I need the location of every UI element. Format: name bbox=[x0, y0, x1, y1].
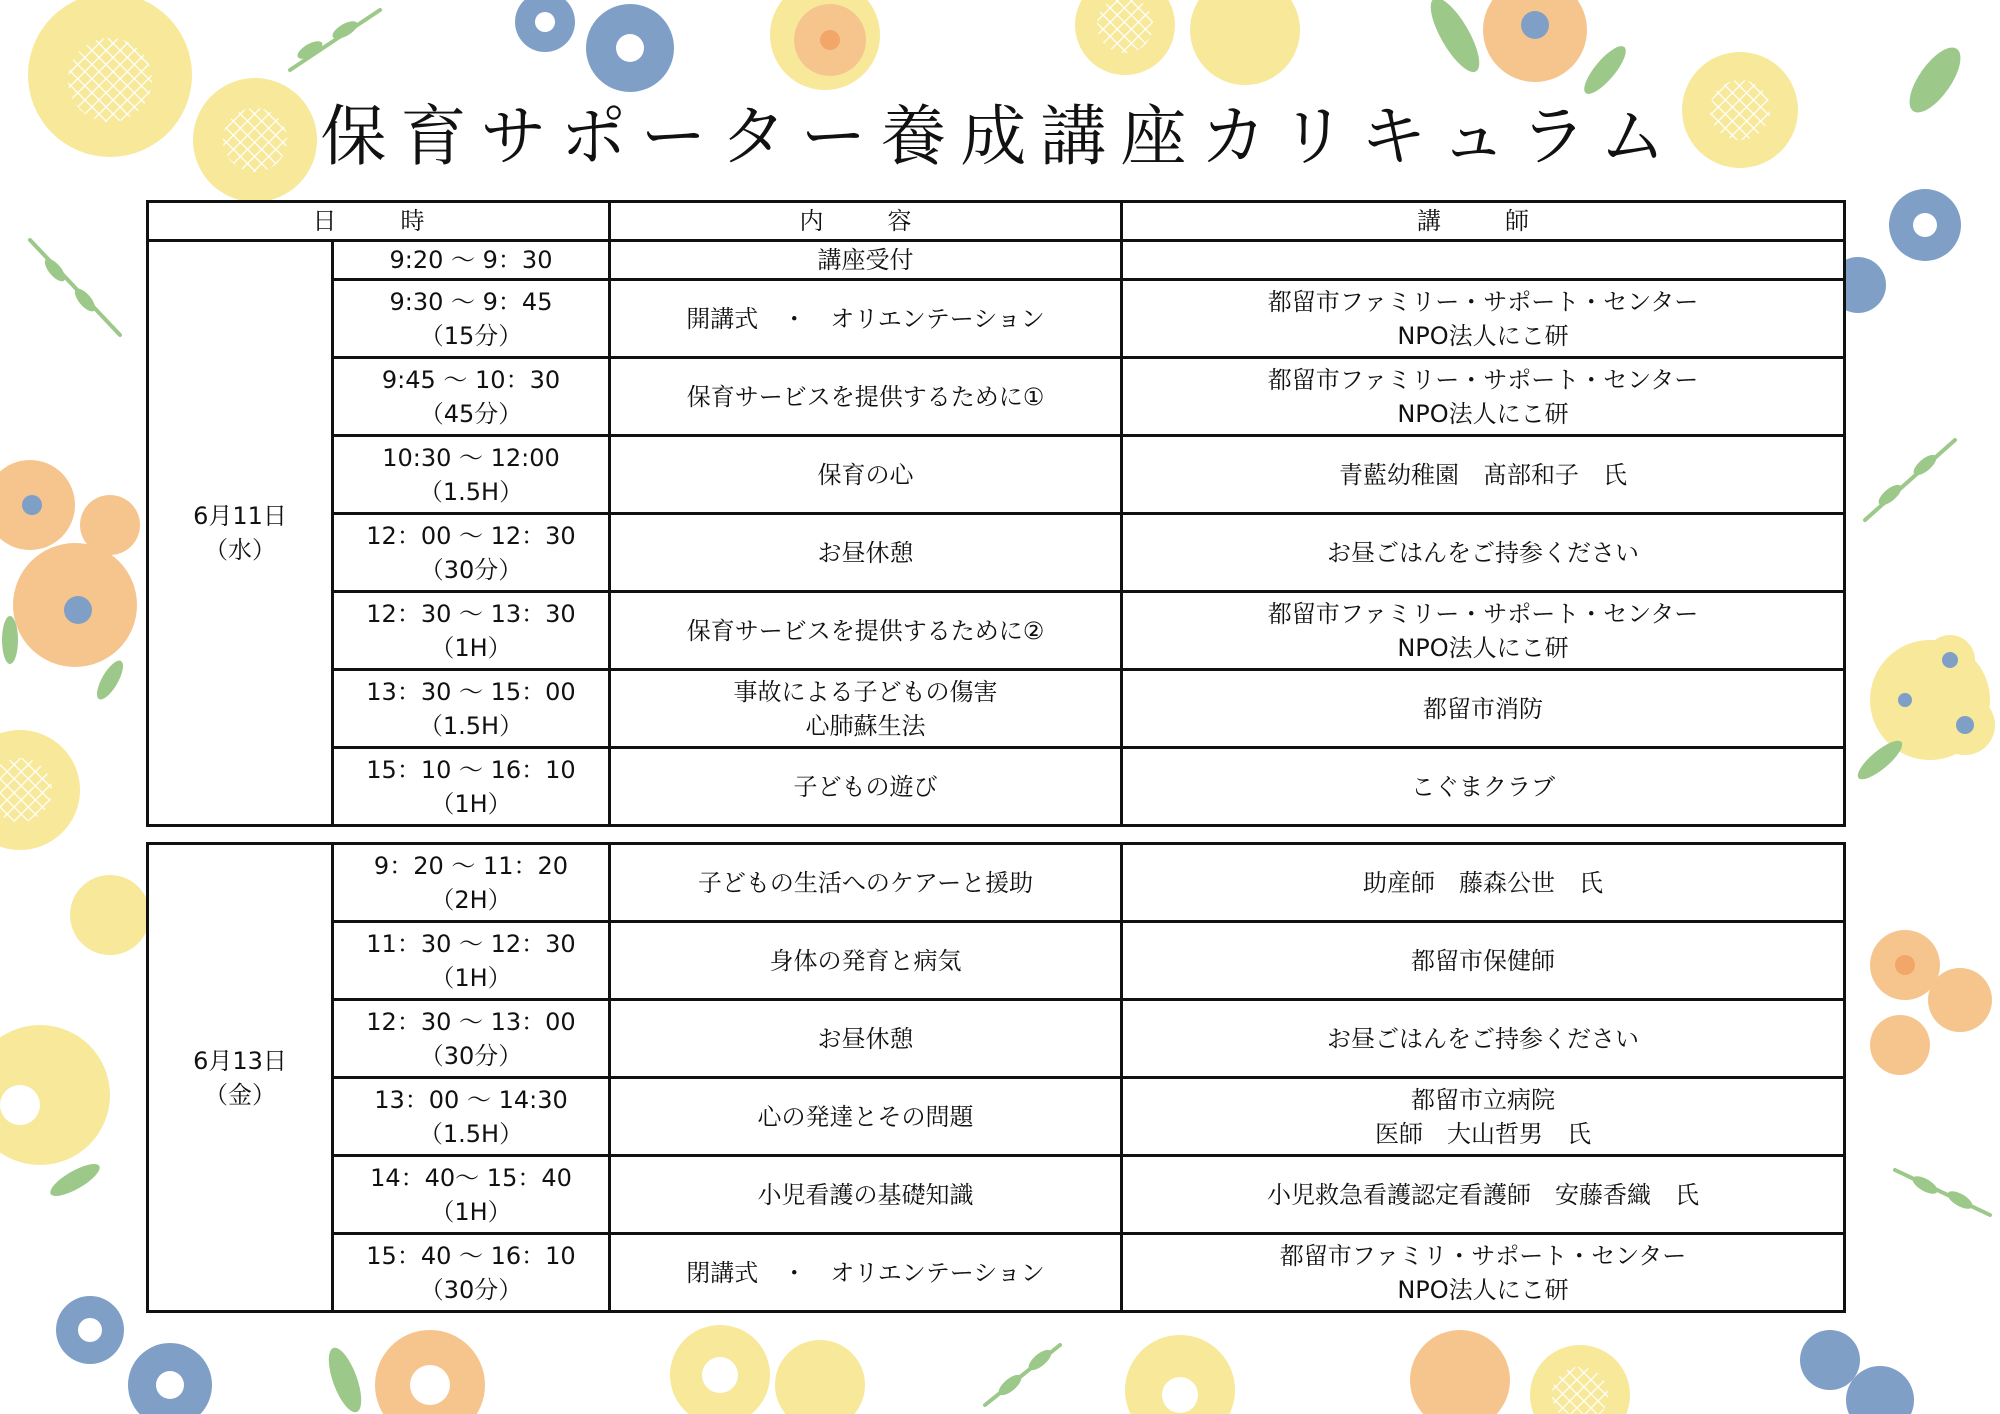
instructor-text: お昼ごはんをご持参ください bbox=[1327, 1024, 1639, 1053]
day-label: 6月11日 bbox=[193, 502, 287, 530]
schedule-row bbox=[148, 748, 1845, 826]
time-text: 12：30 ～ 13：00 bbox=[366, 1007, 576, 1036]
content-cell bbox=[610, 1156, 1122, 1234]
time-cell bbox=[333, 1078, 610, 1156]
time-text: 15：10 ～ 16：10 bbox=[366, 755, 576, 784]
content-cell bbox=[610, 922, 1122, 1000]
content-cell bbox=[610, 844, 1122, 922]
time-cell bbox=[333, 592, 610, 670]
instructor-text: 青藍幼稚園 髙部和子 氏 bbox=[1339, 460, 1627, 489]
content-text: 子どもの遊び bbox=[793, 772, 938, 801]
content-text: お昼休憩 bbox=[817, 538, 914, 567]
instructor-text: 小児救急看護認定看護師 安藤香織 氏 bbox=[1267, 1180, 1699, 1209]
schedule-row bbox=[148, 1234, 1845, 1312]
time-cell bbox=[333, 358, 610, 436]
schedule-row bbox=[148, 514, 1845, 592]
instructor-cell bbox=[1122, 844, 1845, 922]
content-cell bbox=[610, 1078, 1122, 1156]
content-cell bbox=[610, 241, 1122, 280]
content-cell bbox=[610, 280, 1122, 358]
time-text: 12：30 ～ 13：30 bbox=[366, 599, 576, 628]
time-text: （1H） bbox=[430, 789, 512, 818]
time-text: （30分） bbox=[419, 555, 523, 584]
content-text: 保育サービスを提供するために① bbox=[686, 382, 1045, 411]
instructor-text: 医師 大山哲男 氏 bbox=[1375, 1119, 1591, 1148]
header-row bbox=[148, 202, 1845, 241]
content-text: 講座受付 bbox=[817, 246, 914, 274]
schedule-row bbox=[148, 1000, 1845, 1078]
content-text: 心の発達とその問題 bbox=[757, 1102, 974, 1131]
instructor-cell bbox=[1122, 241, 1845, 280]
time-text: （1.5H） bbox=[418, 477, 524, 506]
time-text: （1H） bbox=[430, 633, 512, 662]
header-content: 内 容 bbox=[610, 202, 1122, 241]
instructor-text: お昼ごはんをご持参ください bbox=[1327, 538, 1639, 567]
time-text: （30分） bbox=[419, 1041, 523, 1070]
day-label: （金） bbox=[204, 1080, 276, 1109]
instructor-text: NPO法人にこ研 bbox=[1397, 633, 1569, 662]
time-text: 15：40 ～ 16：10 bbox=[366, 1241, 576, 1270]
schedule-row bbox=[148, 670, 1845, 748]
time-text: （1H） bbox=[430, 1197, 512, 1226]
instructor-text: 都留市立病院 bbox=[1411, 1085, 1555, 1114]
time-cell bbox=[333, 922, 610, 1000]
instructor-cell bbox=[1122, 670, 1845, 748]
time-cell bbox=[333, 844, 610, 922]
instructor-text: 都留市ファミリ・サポート・センター bbox=[1279, 1241, 1687, 1270]
schedule-table-day2 bbox=[146, 842, 1846, 1313]
instructor-text: 都留市ファミリー・サポート・センター bbox=[1267, 599, 1699, 628]
time-cell bbox=[333, 670, 610, 748]
instructor-cell bbox=[1122, 514, 1845, 592]
content-cell bbox=[610, 358, 1122, 436]
time-cell bbox=[333, 1000, 610, 1078]
time-text: 9:20 ～ 9：30 bbox=[389, 246, 553, 274]
instructor-text: NPO法人にこ研 bbox=[1397, 321, 1569, 350]
schedule-row bbox=[148, 280, 1845, 358]
time-cell bbox=[333, 436, 610, 514]
day-label: （水） bbox=[204, 536, 276, 564]
time-text: 9:45 ～ 10：30 bbox=[381, 365, 561, 394]
day-label: 6月13日 bbox=[193, 1046, 287, 1075]
header-instructor: 講 師 bbox=[1122, 202, 1845, 241]
content-text: 閉講式 ・ オリエンテーション bbox=[686, 1258, 1045, 1287]
instructor-cell bbox=[1122, 1078, 1845, 1156]
time-cell bbox=[333, 241, 610, 280]
time-text: 13：30 ～ 15：00 bbox=[366, 677, 576, 706]
content-cell bbox=[610, 1000, 1122, 1078]
instructor-text: 都留市ファミリー・サポート・センター bbox=[1267, 287, 1699, 316]
content-text: お昼休憩 bbox=[817, 1024, 914, 1053]
content-text: 心肺蘇生法 bbox=[805, 711, 926, 740]
content-text: 保育の心 bbox=[817, 460, 914, 489]
time-cell bbox=[333, 280, 610, 358]
content-text: 開講式 ・ オリエンテーション bbox=[686, 304, 1045, 333]
time-text: 10:30 ～ 12:00 bbox=[382, 443, 560, 472]
time-text: 12：00 ～ 12：30 bbox=[366, 521, 576, 550]
time-text: （1.5H） bbox=[418, 1119, 524, 1148]
schedule-row bbox=[148, 436, 1845, 514]
instructor-cell bbox=[1122, 1156, 1845, 1234]
time-text: （1.5H） bbox=[418, 711, 524, 740]
content-cell bbox=[610, 592, 1122, 670]
instructor-text: 助産師 藤森公世 氏 bbox=[1363, 868, 1603, 897]
schedule-row bbox=[148, 1156, 1845, 1234]
content-text: 小児看護の基礎知識 bbox=[757, 1180, 974, 1209]
time-text: 14：40～ 15：40 bbox=[370, 1163, 572, 1192]
instructor-text: 都留市ファミリー・サポート・センター bbox=[1267, 365, 1699, 394]
header-date: 日 時 bbox=[148, 202, 610, 241]
instructor-cell bbox=[1122, 1000, 1845, 1078]
schedule-table-day1 bbox=[146, 200, 1846, 827]
content-cell bbox=[610, 436, 1122, 514]
instructor-cell bbox=[1122, 1234, 1845, 1312]
instructor-cell bbox=[1122, 358, 1845, 436]
time-cell bbox=[333, 1234, 610, 1312]
time-text: 9：20 ～ 11：20 bbox=[373, 851, 569, 880]
content-text: 事故による子どもの傷害 bbox=[733, 677, 998, 706]
instructor-cell bbox=[1122, 436, 1845, 514]
time-text: （15分） bbox=[419, 321, 523, 350]
instructor-text: NPO法人にこ研 bbox=[1397, 1275, 1569, 1304]
time-cell bbox=[333, 514, 610, 592]
time-text: 13：00 ～ 14:30 bbox=[374, 1085, 568, 1114]
time-text: （1H） bbox=[430, 963, 512, 992]
instructor-text: 都留市保健師 bbox=[1411, 946, 1555, 975]
time-text: （2H） bbox=[430, 885, 512, 914]
time-text: 11：30 ～ 12：30 bbox=[366, 929, 576, 958]
instructor-cell bbox=[1122, 280, 1845, 358]
time-text: （30分） bbox=[419, 1275, 523, 1304]
schedule-row bbox=[148, 844, 1845, 922]
instructor-cell bbox=[1122, 748, 1845, 826]
instructor-text: こぐまクラブ bbox=[1411, 772, 1555, 801]
content-text: 保育サービスを提供するために② bbox=[686, 616, 1045, 645]
content-text: 身体の発育と病気 bbox=[769, 946, 962, 975]
instructor-text: 都留市消防 bbox=[1423, 694, 1543, 723]
day-cell bbox=[148, 241, 333, 826]
content-cell bbox=[610, 514, 1122, 592]
schedule-row bbox=[148, 922, 1845, 1000]
schedule-row bbox=[148, 241, 1845, 280]
schedule-row bbox=[148, 358, 1845, 436]
schedule-row bbox=[148, 1078, 1845, 1156]
instructor-cell bbox=[1122, 592, 1845, 670]
instructor-cell bbox=[1122, 922, 1845, 1000]
content-cell bbox=[610, 1234, 1122, 1312]
day-cell bbox=[148, 844, 333, 1312]
page-title: 保育サポーター養成講座カリキュラム bbox=[320, 98, 1680, 175]
time-cell bbox=[333, 1156, 610, 1234]
instructor-text: NPO法人にこ研 bbox=[1397, 399, 1569, 428]
time-text: 9:30 ～ 9：45 bbox=[389, 287, 553, 316]
content-cell bbox=[610, 748, 1122, 826]
schedule-row bbox=[148, 592, 1845, 670]
time-text: （45分） bbox=[419, 399, 523, 428]
time-cell bbox=[333, 748, 610, 826]
content-text: 子どもの生活へのケアーと援助 bbox=[697, 868, 1034, 897]
content-cell bbox=[610, 670, 1122, 748]
